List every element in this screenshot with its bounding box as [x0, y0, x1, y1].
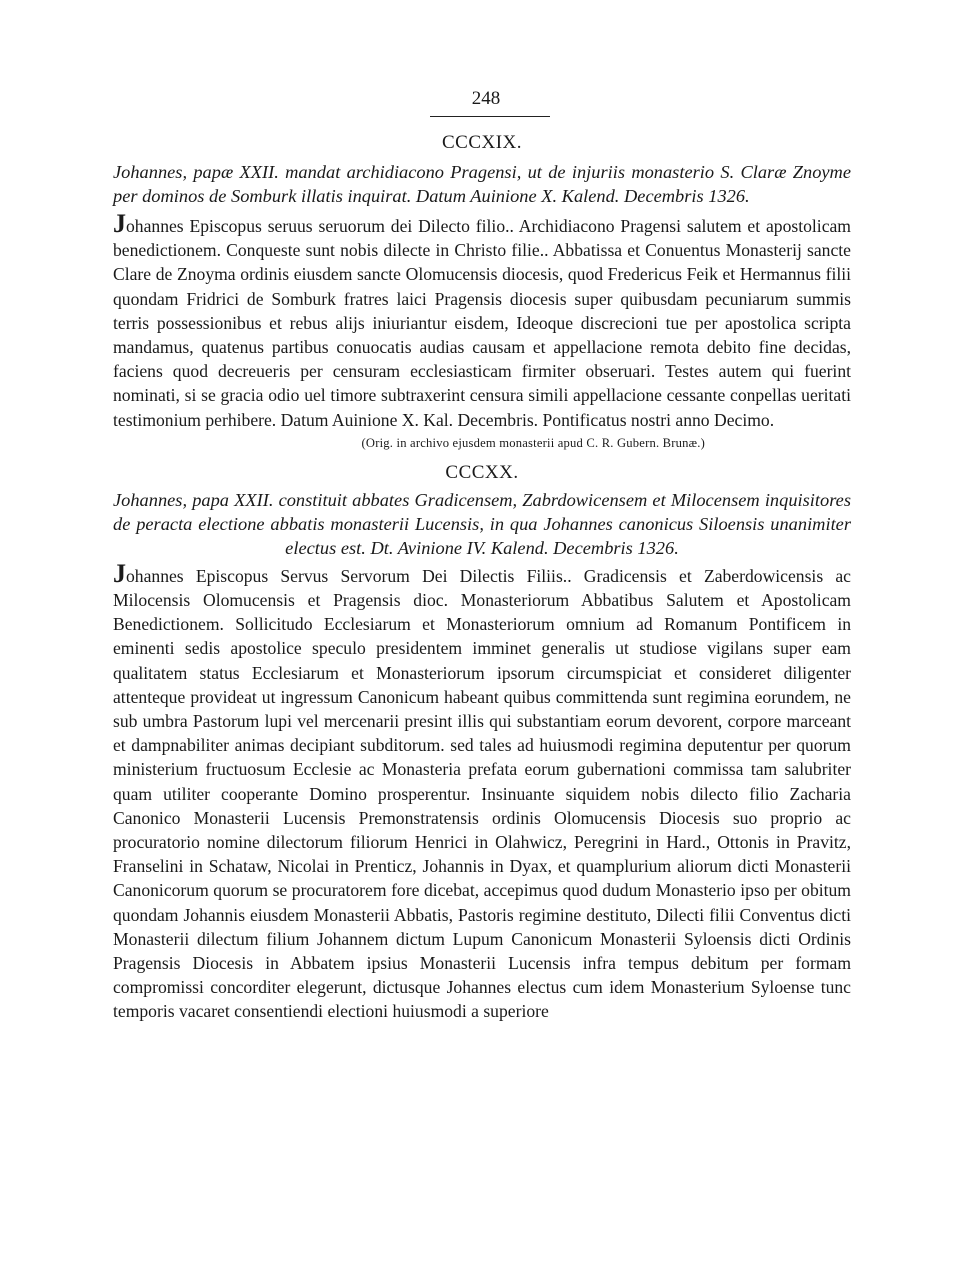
charter-text-body: ohannes Episcopus seruus seruorum dei Dilecto filio.. Archidiacono Pragensi salutem et apostolicam benedictionem. Conqueste sunt nobis dilecte in Christo filie.. Abbatissa et Conuentus Monasterij sancte Clare de Znoyma ordinis eiusdem sancte Olomucensis diocesis, quod Fredericus Feik et Hermannus filii quondam Fridrici de Somburk fratres laici Pragensis diocesis super quibusdam pecuniarum summis terris possessionibus et rebus alijs iniuriantur eisdem, Ideoque discrecioni tue per apostolica scripta mandamus, quatenus partibus conuocatis audias causam et appellacione remota debito fine decidas, faciens quod decreueris per censuram ecclesiasticam firmiter obseruari. Testes autem qui fuerint nominati, si se gracia odio uel timore subtraxerint censura simili appellacione cessante conpellas ueritati testimonium perhibere. Datum Auinione X. Kal. Decembris. Pontificatus nostri anno Decimo.: [113, 216, 851, 430]
charter-cccxix: [113, 131, 851, 452]
charter-summary: Johannes, papa XXII. constituit abbates Gradicensem, Zabrdowicensem et Milocensem inquisitores de peracta electione abbatis monasterii Lucensis, in qua Johannes canonicus Siloensis unanimiter electus est. Dt. Avinione IV. Kalend. Decembris 1326.: [113, 489, 851, 558]
document-page: [113, 88, 851, 1024]
page-number: 248: [471, 88, 501, 109]
charter-text: [113, 209, 851, 432]
source-note: (Orig. in archivo ejusdem monasterii apud C. R. Gubern. Brunæ.): [361, 435, 705, 450]
charter-number: CCCXIX.: [441, 132, 523, 153]
charter-summary: Johannes, papæ XXII. mandat archidiacono Pragensi, ut de injuriis monasterio S. Claræ Znoyme per dominos de Somburk illatis inquirat. Datum Auinione X. Kalend. Decembris 1326.: [113, 162, 851, 206]
page-number-rule: [430, 116, 550, 117]
initial-letter: J: [113, 209, 126, 238]
charter-number: CCCXX.: [445, 461, 519, 483]
charter-cccxx: [113, 461, 851, 1024]
charter-text-body: ohannes Episcopus Servus Servorum Dei Dilectis Filiis.. Gradicensis et Zaberdowicensis ac Milocensis Olomucensis et Pragensis dioc. Monasteriorum Abbatibus Salutem et Apostolicam Benedictionem. Sollicitudo Ecclesiarum et Monasteriorum omnium ad Romanum Pontificem in eminenti sedis apostolice speculo presidentem imminet generalis ut studiose vigilans super eam qualitatem status Ecclesiarum et Monasteriorum ipsorum circumspiciat et consideret diligenter attenteque provideat ut ingressum Canonicum habeant quibus committenda sunt regimina eorundem, ne sub umbra Pastorum lupi vel mercenarii presint illis qui substantiam eorum devorent, corpore marceant et dampnabiliter animas decipiant subditorum. sed tales ad huiusmodi regimina deputentur per quorum ministerium fructuosum Ecclesie ac Monasteria prefata eorum gubernationi commissa tam salubriter quam utiliter cooperante Domino prosperentur. Insinuante siquidem nobis dilecto filio Zacharia Canonico Monasterii Lucensis Premonstratensis ordinis Olomucensis Diocesis suo proprio ac procuratorio nomine dilectorum filiorum Henrici in Olahwicz, Peregrini in Hard., Ottonis in Pravitz, Franselini in Schataw, Nicolai in Prenticz, Johannis in Dyax, et quamplurium aliorum dicti Monasterii Canonicorum quorum se procuratorem fore dicebat, accepimus quod dudum Monasterio ipso per obitum quondam Johannis eiusdem Monasterii Abbatis, Pastoris regimine destituto, Dilecti filii Conventus dicti Monasterii dilectum filium Johannem dictum Lupum Canonicum Monasterii Syloensis dicti Ordinis Pragensis Diocesis in Abbatem ipsius Monasterii Lucensis infra tempus debitum per formam compromissi concorditer elegerunt, dictusque Johannes electus cum idem Monasterium Syloense tunc temporis vacaret consentiendi electioni huiusmodi a superiore: [113, 565, 851, 1022]
charter-text: [113, 558, 851, 1024]
initial-letter: J: [113, 558, 126, 588]
